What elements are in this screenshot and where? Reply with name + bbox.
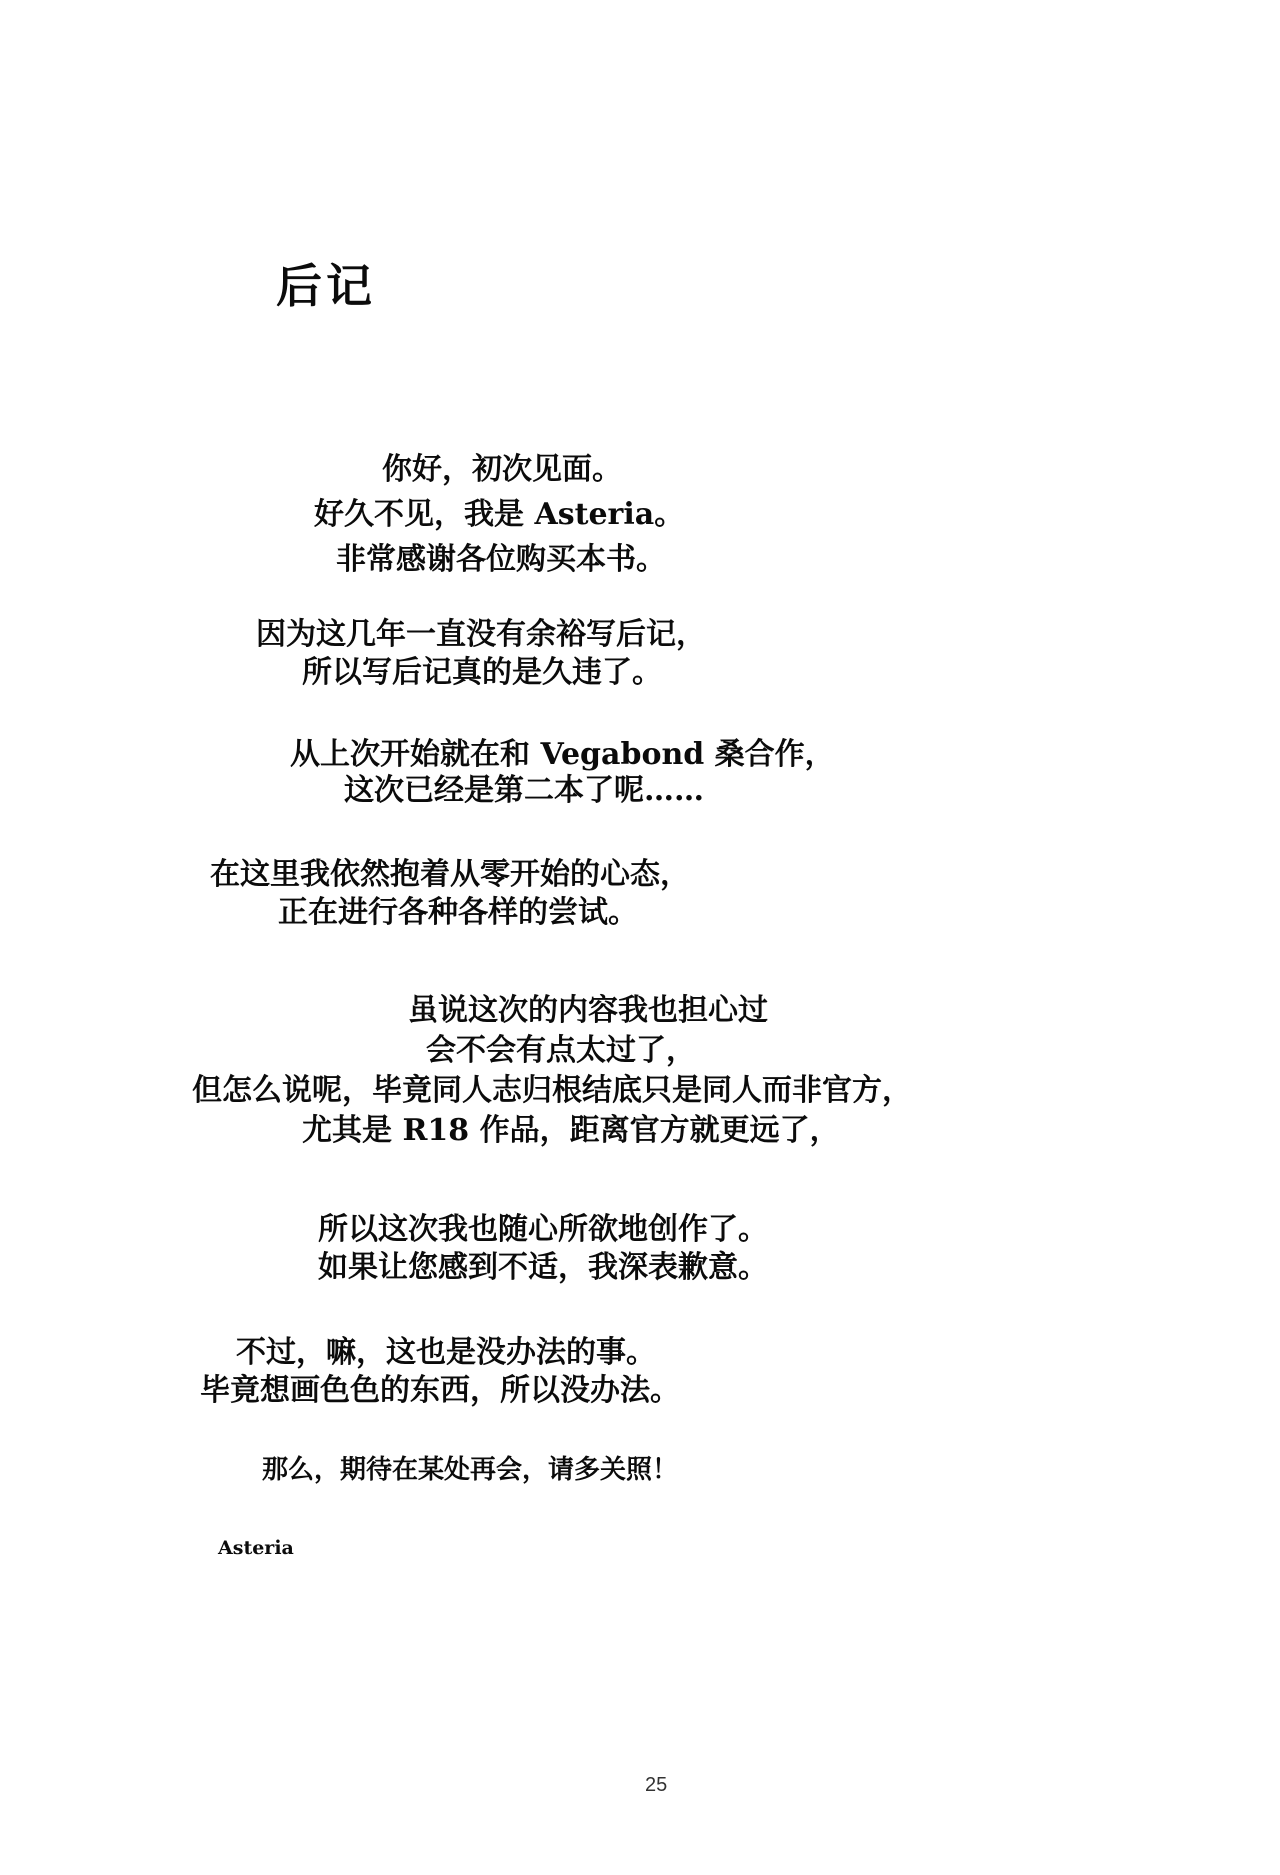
paragraph-2-line-2: 所以写后记真的是久违了。 — [302, 655, 662, 690]
paragraph-2-line-1: 因为这几年一直没有余裕写后记， — [256, 617, 706, 652]
paragraph-4-line-2: 正在进行各种各样的尝试。 — [278, 895, 638, 930]
paragraph-1-line-2: 好久不见，我是 Asteria。 — [314, 497, 685, 532]
paragraph-5-line-2: 会不会有点太过了， — [426, 1033, 696, 1068]
paragraph-3-line-1: 从上次开始就在和 Vegabond 桑合作， — [290, 737, 835, 772]
paragraph-6-line-2: 如果让您感到不适，我深表歉意。 — [318, 1250, 768, 1285]
page-number: 25 — [645, 1774, 668, 1796]
paragraph-3-line-2: 这次已经是第二本了呢…… — [344, 773, 704, 808]
paragraph-5-line-1: 虽说这次的内容我也担心过 — [408, 993, 768, 1028]
paragraph-5-line-4: 尤其是 R18 作品，距离官方就更远了， — [302, 1113, 840, 1148]
paragraph-7-line-1: 不过，嘛，这也是没办法的事。 — [236, 1335, 656, 1370]
paragraph-7-line-2: 毕竟想画色色的东西，所以没办法。 — [200, 1373, 680, 1408]
afterword-heading: 后记 — [276, 259, 376, 313]
paragraph-8-line-1: 那么，期待在某处再会，请多关照！ — [262, 1455, 679, 1485]
paragraph-6-line-1: 所以这次我也随心所欲地创作了。 — [318, 1212, 768, 1247]
paragraph-1-line-3: 非常感谢各位购买本书。 — [336, 542, 666, 577]
author-signature: Asteria — [218, 1537, 294, 1559]
paragraph-5-line-3: 但怎么说呢，毕竟同人志归根结底只是同人而非官方， — [192, 1073, 912, 1108]
paragraph-1-line-1: 你好，初次见面。 — [382, 452, 622, 487]
paragraph-4-line-1: 在这里我依然抱着从零开始的心态， — [210, 857, 690, 892]
